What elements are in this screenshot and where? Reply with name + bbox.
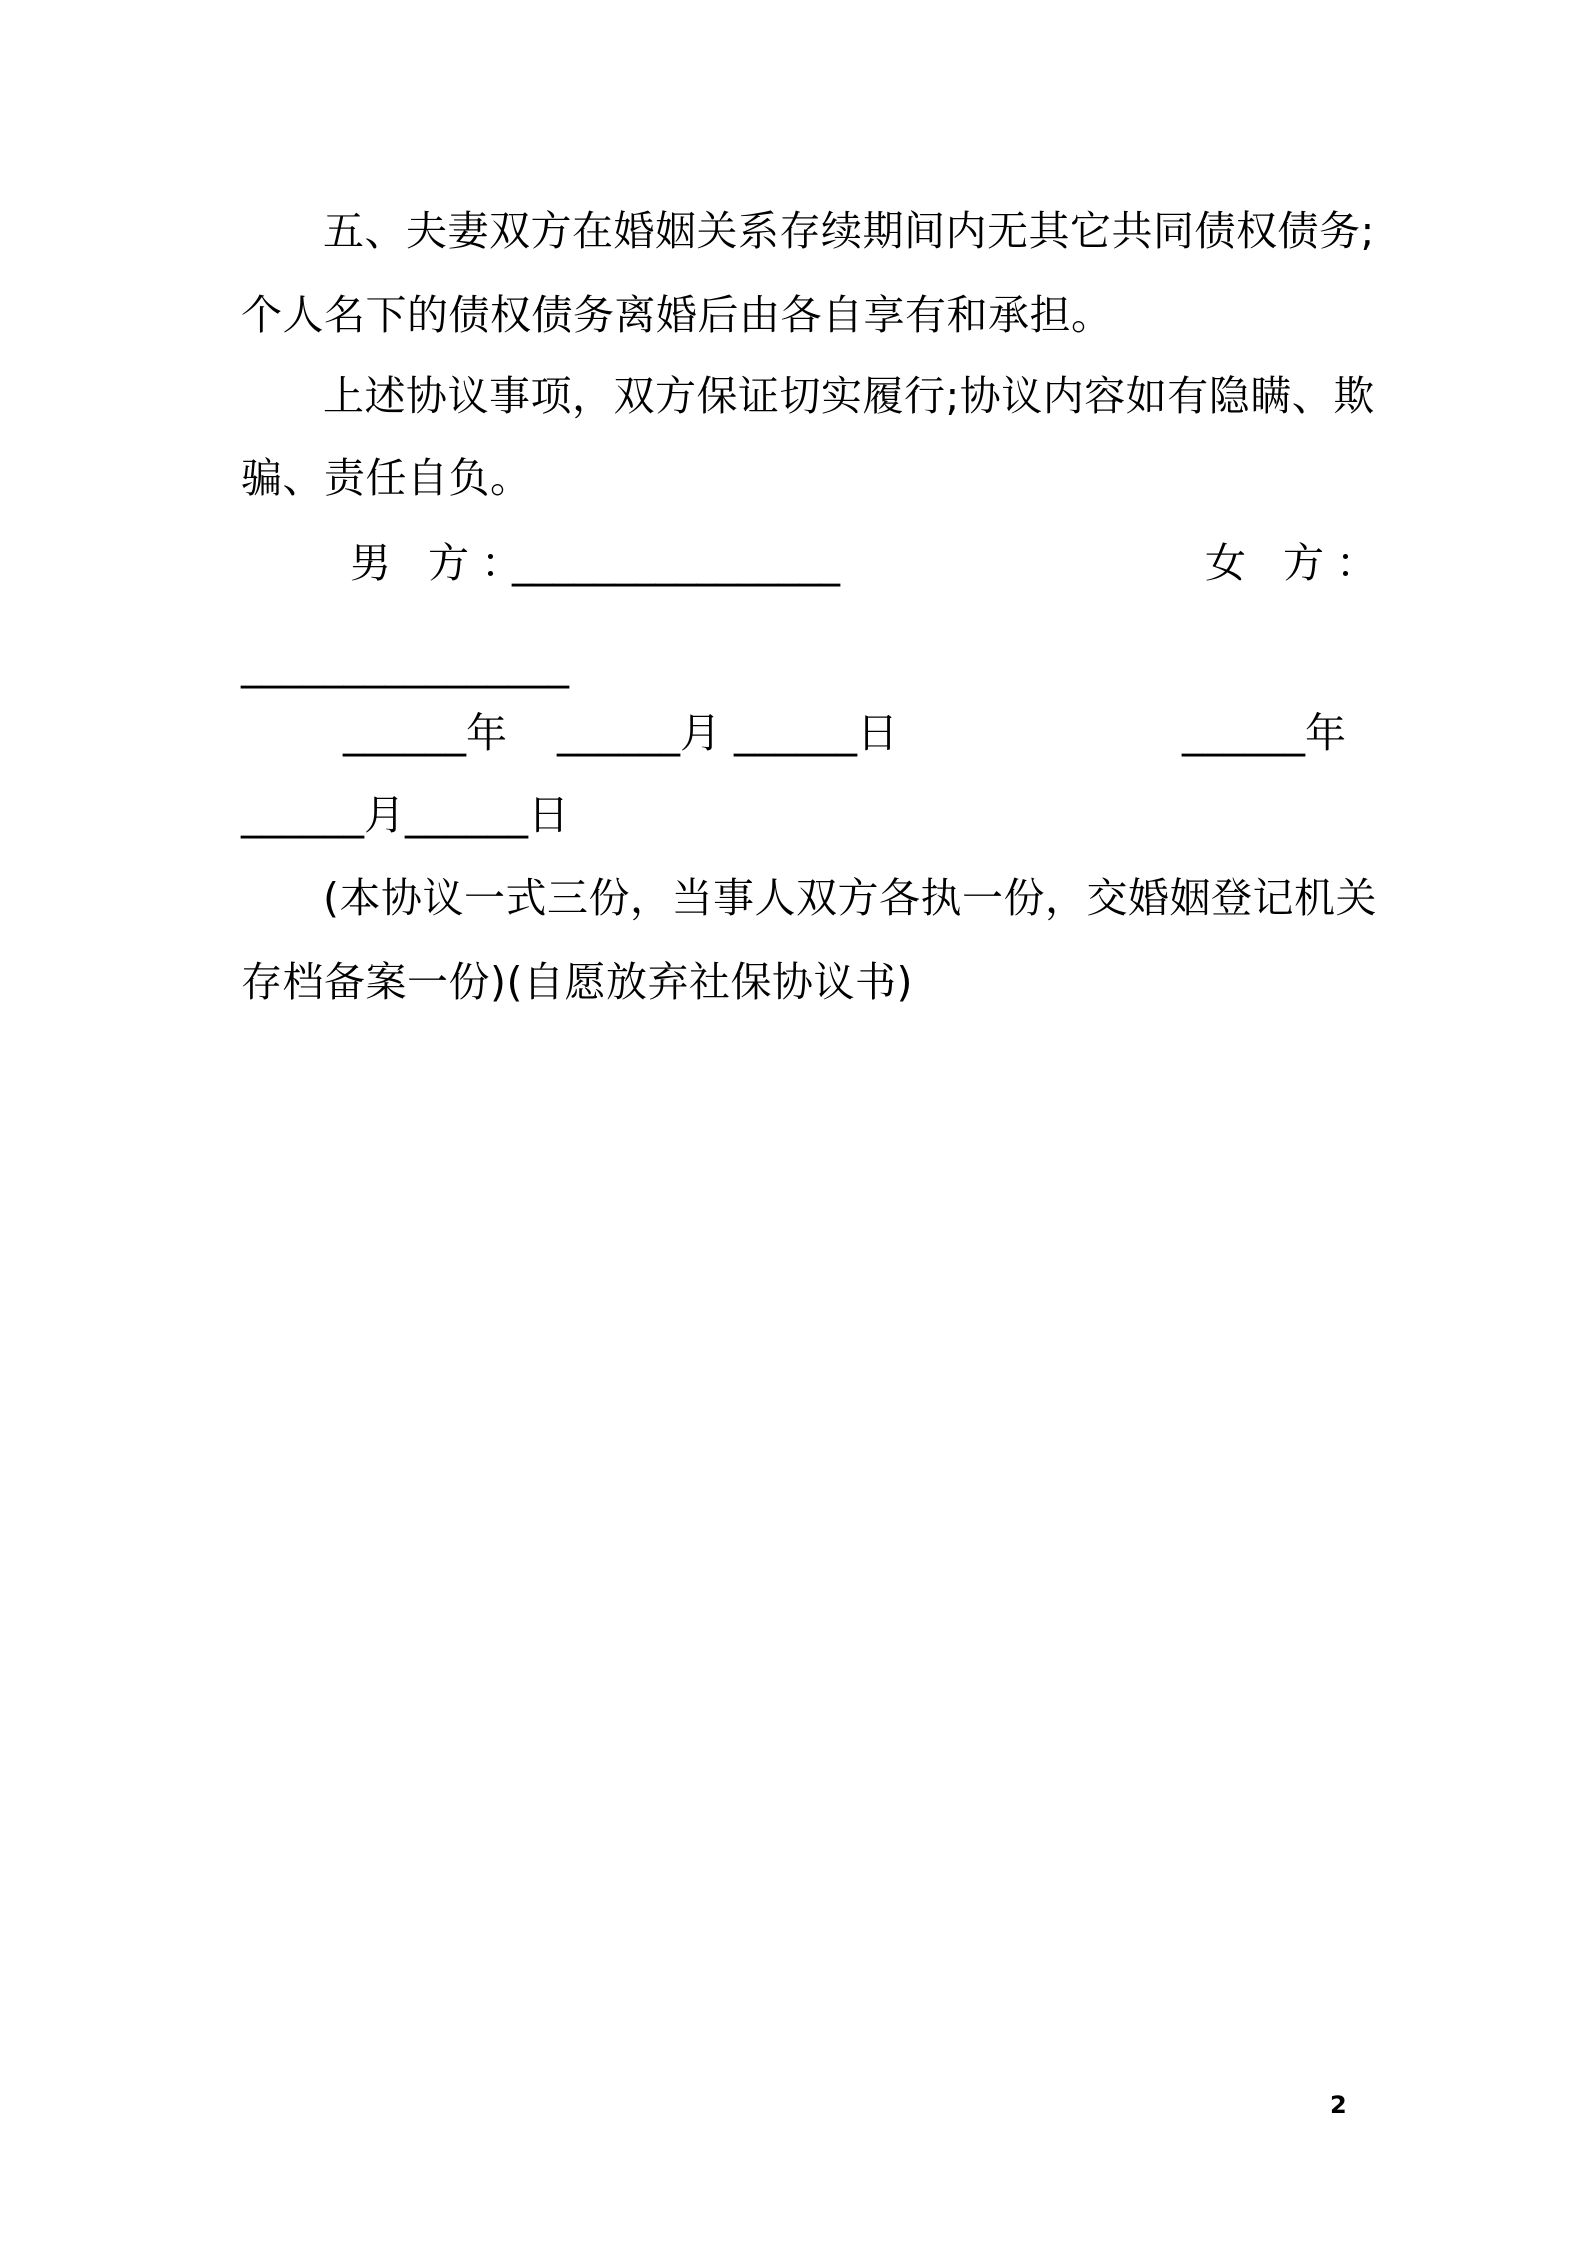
male-party-label: 男 方： [350, 539, 535, 587]
copies-note-line-1: (本协议一式三份，当事人双方各执一份，交婚姻登记机关 [323, 874, 1377, 922]
guarantee-line-1: 上述协议事项，双方保证切实履行;协议内容如有隐瞒、欺 [323, 372, 1375, 420]
female-date-year: ______年 [1182, 709, 1346, 757]
guarantee-line-2: 骗、责任自负。 [241, 454, 532, 502]
male-date-month-day: ______月 ______日 [557, 709, 899, 757]
female-party-label: 女 方： [1205, 539, 1390, 587]
page-number: 2 [1330, 2091, 1347, 2119]
female-date-month-day: ______月______日 [241, 791, 569, 839]
female-signature-line: ________________ [241, 641, 569, 689]
clause-five-line-2: 个人名下的债权债务离婚后由各自享有和承担。 [241, 291, 1113, 339]
male-date-year: ______年 [343, 709, 507, 757]
clause-five-line-1: 五、夫妻双方在婚姻关系存续期间内无其它共同债权债务; [323, 207, 1375, 255]
copies-note-line-2: 存档备案一份)(自愿放弃社保协议书) [241, 958, 913, 1006]
male-signature-line: ________________ [512, 539, 840, 587]
